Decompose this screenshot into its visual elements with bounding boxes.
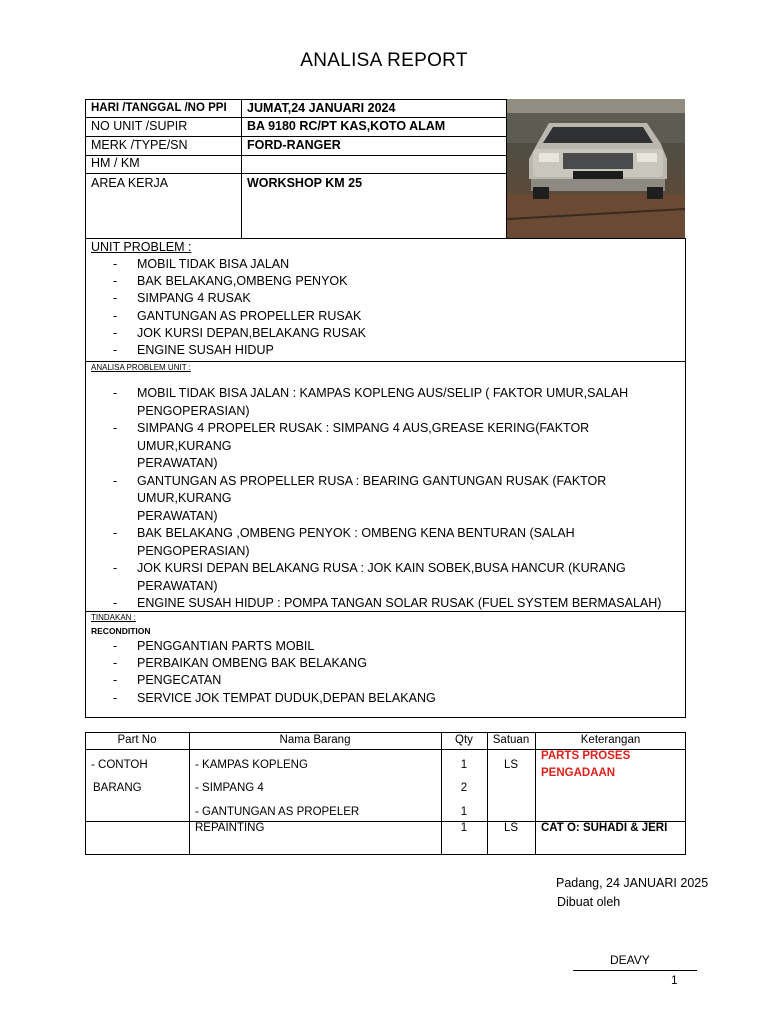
- list-item: - GANTUNGAN AS PROPELLER RUSAK: [85, 308, 685, 325]
- list-item: - MOBIL TIDAK BISA JALAN: [85, 256, 685, 273]
- nama-item-3: - GANTUNGAN AS PROPELER: [195, 806, 360, 818]
- list-item: - PENGECATAN: [85, 672, 685, 689]
- hari-label: HARI /TANGGAL /NO PPI: [91, 102, 227, 114]
- area-label: AREA KERJA: [91, 176, 169, 190]
- nama-item-2: - SIMPANG 4: [195, 782, 264, 794]
- tindakan-list: [85, 638, 685, 707]
- place-date: Padang, 24 JANUARI 2025: [556, 876, 709, 890]
- hm-label: HM / KM: [91, 156, 140, 170]
- analisa-heading: ANALISA PROBLEM UNIT :: [91, 363, 191, 372]
- analisa-list: [85, 385, 685, 613]
- area-value: WORKSHOP KM 25: [247, 176, 363, 190]
- satuan-1: LS: [503, 759, 519, 771]
- qty-row2: 1: [460, 822, 468, 834]
- hari-value: JUMAT,24 JANUARI 2024: [247, 101, 396, 115]
- col-header-satuan: Satuan: [492, 734, 530, 746]
- part-no-line1: - CONTOH: [91, 759, 148, 771]
- part-no-line2: BARANG: [93, 782, 142, 794]
- list-item: - PENGGANTIAN PARTS MOBIL: [85, 638, 685, 655]
- col-header-keterangan: Keterangan: [580, 734, 641, 746]
- qty-3: 1: [460, 806, 468, 818]
- report-title: ANALISA REPORT: [300, 50, 468, 71]
- unit-problem-heading: UNIT PROBLEM :: [91, 240, 192, 254]
- nama-row2: REPAINTING: [195, 822, 265, 834]
- signer-name: DEAVY: [610, 953, 650, 967]
- keterangan-line2: PENGADAAN: [541, 767, 616, 779]
- nama-item-1: - KAMPAS KOPLENG: [195, 759, 308, 771]
- list-item: - ENGINE SUSAH HIDUP : POMPA TANGAN SOLAR RUSAK (FUEL SYSTEM BERMASALAH): [85, 595, 685, 613]
- merk-value: FORD-RANGER: [247, 138, 341, 152]
- col-header-part-no: Part No: [117, 734, 157, 746]
- list-item: - SERVICE JOK TEMPAT DUDUK,DEPAN BELAKANG: [85, 690, 685, 707]
- made-by: Dibuat oleh: [557, 895, 621, 909]
- qty-1: 1: [460, 759, 468, 771]
- tindakan-subheading: RECONDITION: [91, 626, 151, 636]
- col-header-nama-barang: Nama Barang: [279, 734, 351, 746]
- unit-value: BA 9180 RC/PT KAS,KOTO ALAM: [247, 119, 446, 133]
- satuan-row2: LS: [503, 822, 519, 834]
- list-item: - ENGINE SUSAH HIDUP: [85, 342, 685, 359]
- list-item: - MOBIL TIDAK BISA JALAN : KAMPAS KOPLENG AUS/SELIP ( FAKTOR UMUR,SALAH PENGOPERASIAN): [85, 385, 685, 420]
- unit-label: NO UNIT /SUPIR: [91, 119, 188, 133]
- merk-label: MERK /TYPE/SN: [91, 138, 188, 152]
- list-item: - SIMPANG 4 RUSAK: [85, 290, 685, 307]
- vehicle-photo: [507, 99, 685, 238]
- list-item: - BAK BELAKANG ,OMBENG PENYOK : OMBENG KENA BENTURAN (SALAH PENGOPERASIAN): [85, 525, 685, 560]
- list-item: - PERBAIKAN OMBENG BAK BELAKANG: [85, 655, 685, 672]
- keterangan-line1: PARTS PROSES: [541, 750, 631, 762]
- unit-problem-list: [85, 256, 685, 359]
- list-item: - JOK KURSI DEPAN BELAKANG RUSA : JOK KAIN SOBEK,BUSA HANCUR (KURANG PERAWATAN): [85, 560, 685, 595]
- list-item: - JOK KURSI DEPAN,BELAKANG RUSAK: [85, 325, 685, 342]
- signature-line: [573, 970, 697, 971]
- qty-2: 2: [460, 782, 468, 794]
- list-item: - BAK BELAKANG,OMBENG PENYOK: [85, 273, 685, 290]
- col-header-qty: Qty: [455, 734, 473, 746]
- list-item: - GANTUNGAN AS PROPELLER RUSA : BEARING GANTUNGAN RUSAK (FAKTOR UMUR,KURANG PERAWATAN): [85, 473, 685, 526]
- page-number: 1: [671, 973, 678, 987]
- list-item: - SIMPANG 4 PROPELER RUSAK : SIMPANG 4 AUS,GREASE KERING(FAKTOR UMUR,KURANG PERAWATAN): [85, 420, 685, 473]
- keterangan-row2: CAT O: SUHADI & JERI: [541, 822, 668, 834]
- tindakan-heading: TINDAKAN :: [91, 613, 136, 622]
